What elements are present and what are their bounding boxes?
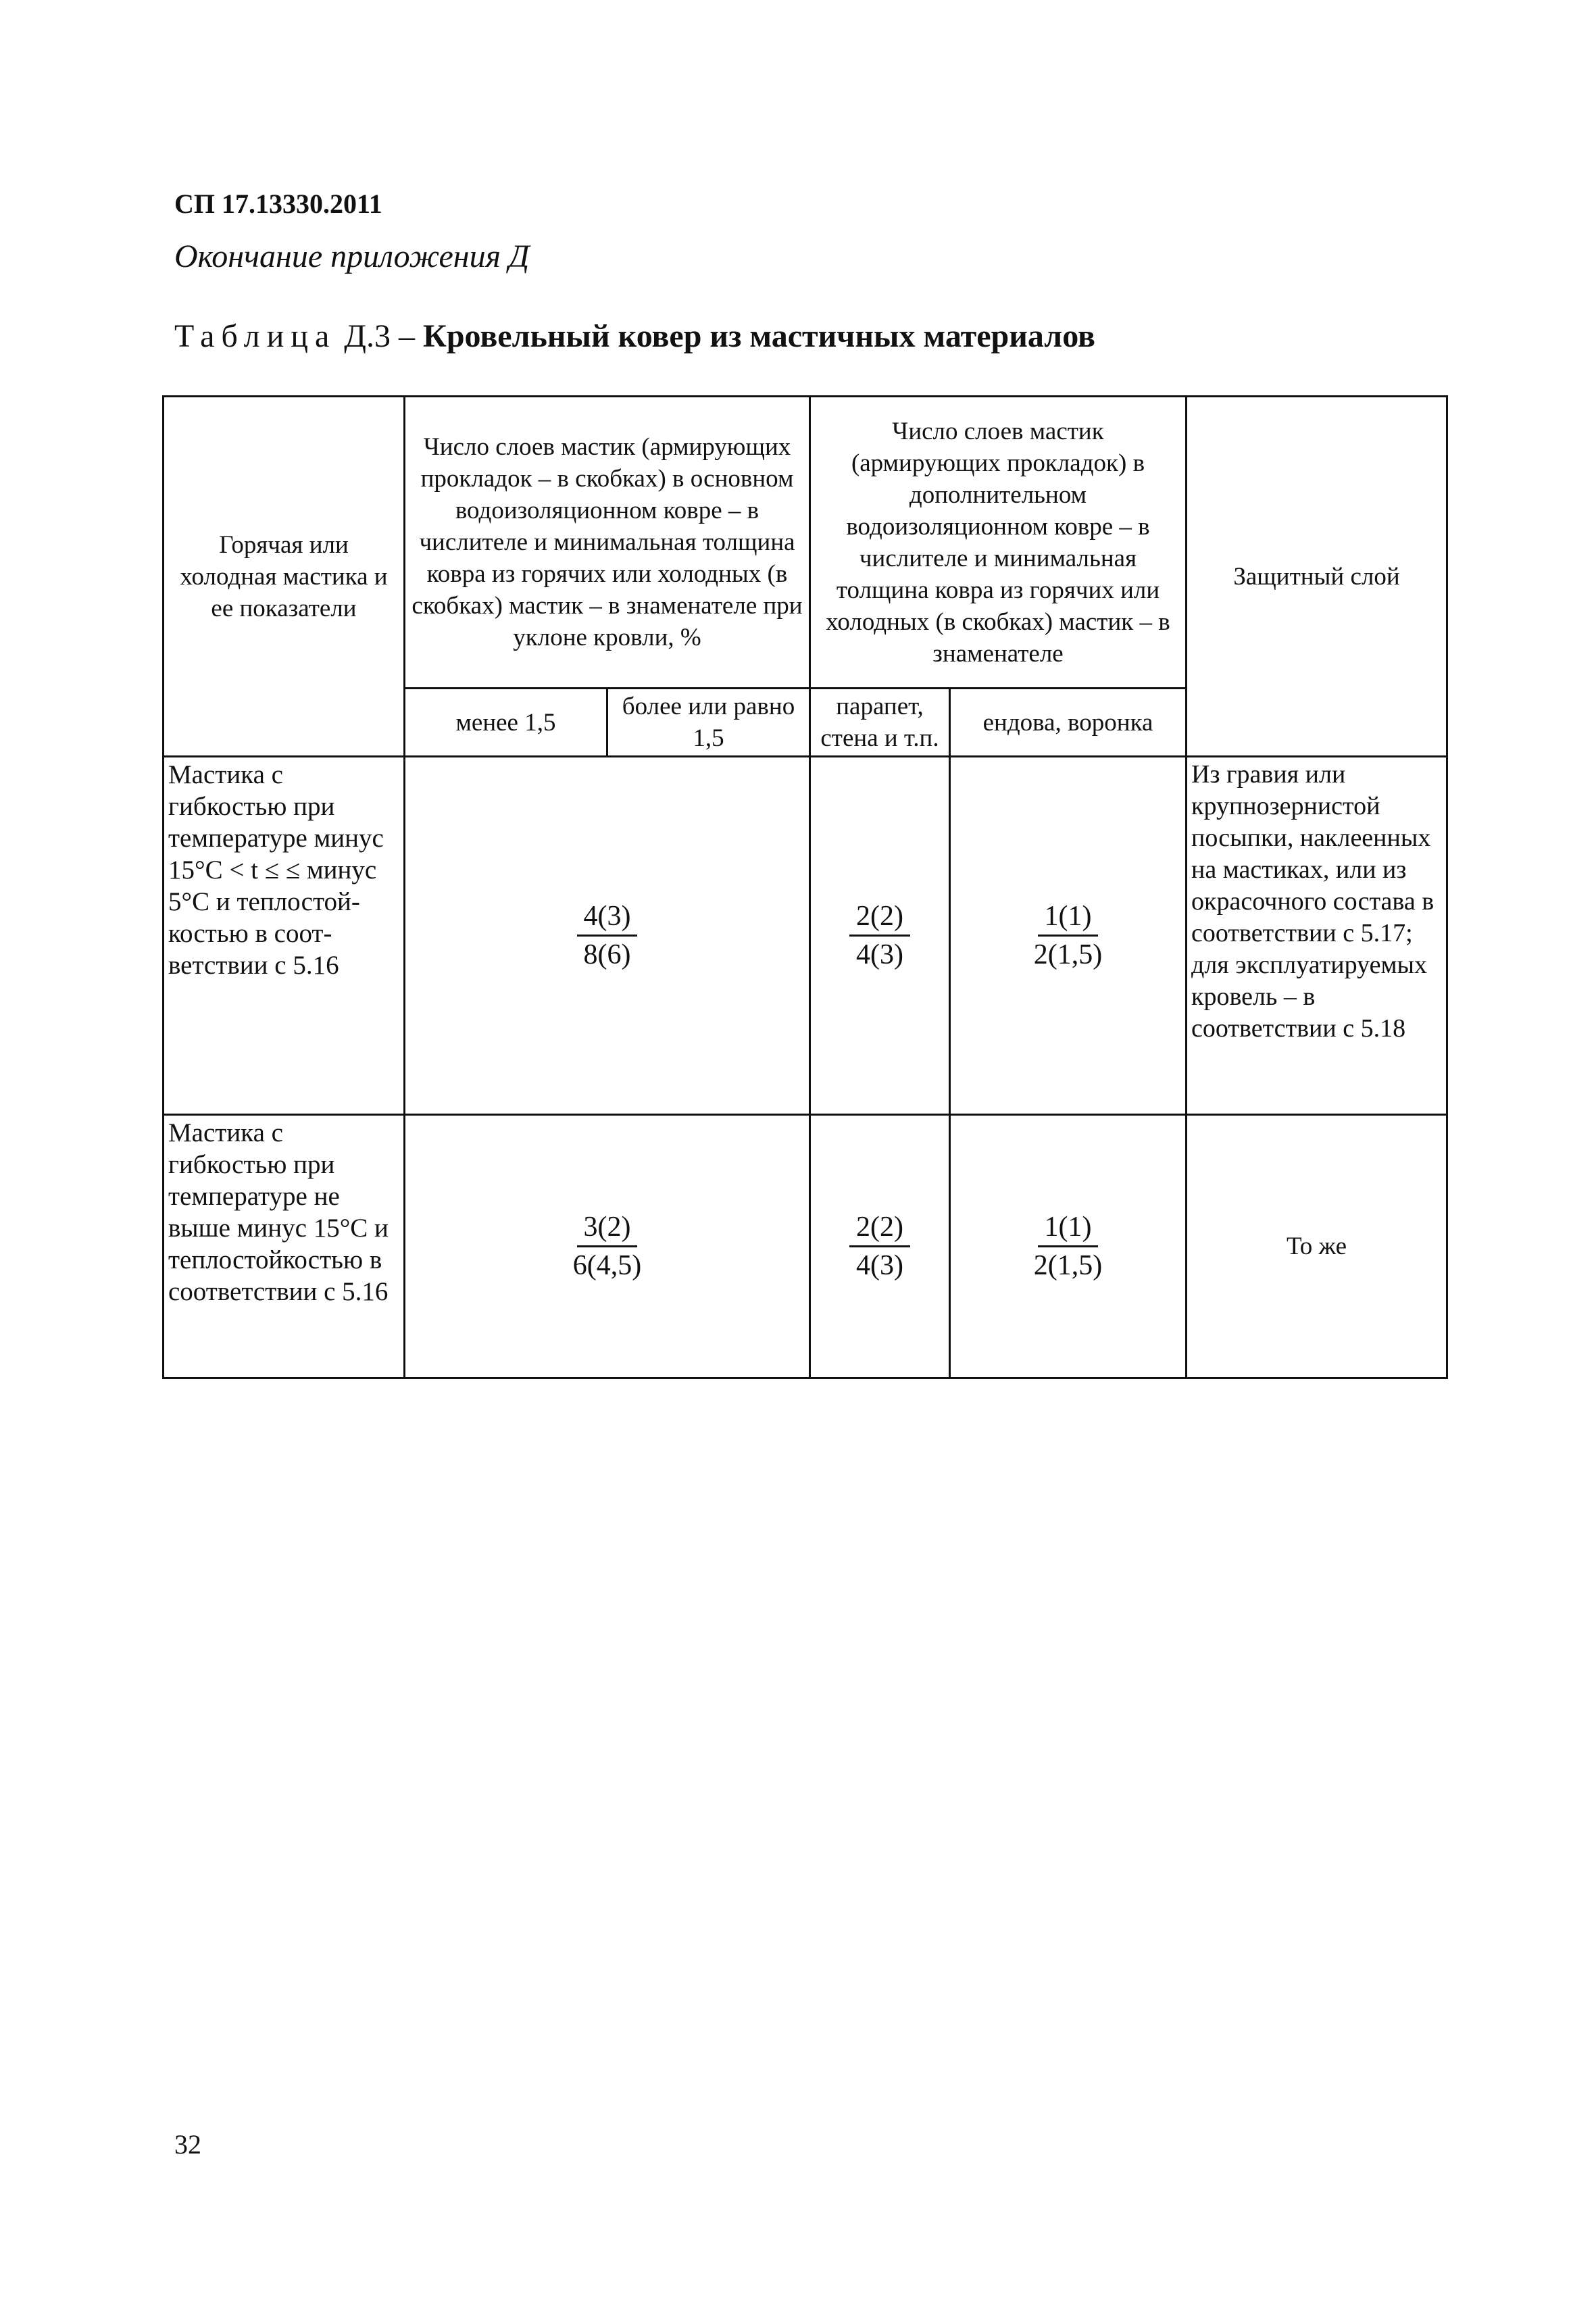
caption-number: Д.3 (344, 318, 391, 354)
parapet-value (810, 757, 950, 1115)
protective-layer-value: То же (1187, 1115, 1447, 1378)
fraction-numerator: 2(2) (849, 1209, 910, 1247)
caption-title: Кровельный ковер из мастичных материалов (423, 318, 1095, 354)
subheader-endova: ендова, воронка (950, 689, 1187, 757)
row-description: Мастика с гибкостью при температуре не выше минус 15°С и теплостойкостью в соответствии с 5.16 (164, 1115, 405, 1378)
header-mastic: Горячая или холодная мастика и ее показатели (164, 397, 405, 757)
endova-value (950, 757, 1187, 1115)
main-layer-value (405, 757, 810, 1115)
fraction-numerator: 1(1) (1038, 898, 1099, 937)
document-code: СП 17.13330.2011 (174, 189, 382, 219)
caption-label: Таблица (174, 318, 336, 354)
fraction-denominator: 8(6) (583, 939, 631, 970)
fraction-denominator: 4(3) (856, 1250, 903, 1281)
fraction-denominator: 2(1,5) (1033, 939, 1103, 970)
fraction-numerator: 1(1) (1038, 1209, 1099, 1247)
table-row (164, 1115, 1447, 1378)
subheader-parapet: парапет, стена и т.п. (810, 689, 950, 757)
mastic-roof-table (162, 395, 1448, 1379)
subheader-more-1-5: более или равно 1,5 (607, 689, 810, 757)
header-additional-layer: Число слоев мастик (армирующих прокладок) в дополнительном водоизоляционном ковре – в числителе и минимальная толщина ковра из горячих или холодных (в скобках) мастик – в знаменателе (810, 397, 1187, 689)
fraction-numerator: 3(2) (577, 1209, 638, 1247)
header-protective-layer: Защитный слой (1187, 397, 1447, 757)
endova-value (950, 1115, 1187, 1378)
header-main-layer: Число слоев мастик (армирующих прокладок – в скобках) в основном водоизоляционном ковре – в числителе и минимальная толщина ковра из горячих или холодных (в скобках) мастик – в знаменателе при уклоне кровли, % (405, 397, 810, 689)
caption-dash: – (399, 318, 416, 354)
table-caption (174, 318, 1095, 355)
parapet-value (810, 1115, 950, 1378)
row-description: Мастика с гибкостью при температуре минус 15°С < t ≤ ≤ минус 5°С и теплостой-костью в соот-ветствии с 5.16 (164, 757, 405, 1115)
protective-layer-value: Из гравия или крупнозернистой посыпки, наклеенных на мастиках, или из окрасочного состава в соответствии с 5.17; для эксплуатируемых кровель – в соответствии с 5.18 (1187, 757, 1447, 1115)
fraction-numerator: 2(2) (849, 898, 910, 937)
table-row (164, 757, 1447, 1115)
fraction-denominator: 6(4,5) (572, 1250, 642, 1281)
subheader-less-1-5: менее 1,5 (405, 689, 607, 757)
fraction-numerator: 4(3) (577, 898, 638, 937)
appendix-note: Окончание приложения Д (174, 239, 530, 274)
main-layer-value (405, 1115, 810, 1378)
page-number: 32 (174, 2129, 201, 2160)
fraction-denominator: 4(3) (856, 939, 903, 970)
fraction-denominator: 2(1,5) (1033, 1250, 1103, 1281)
